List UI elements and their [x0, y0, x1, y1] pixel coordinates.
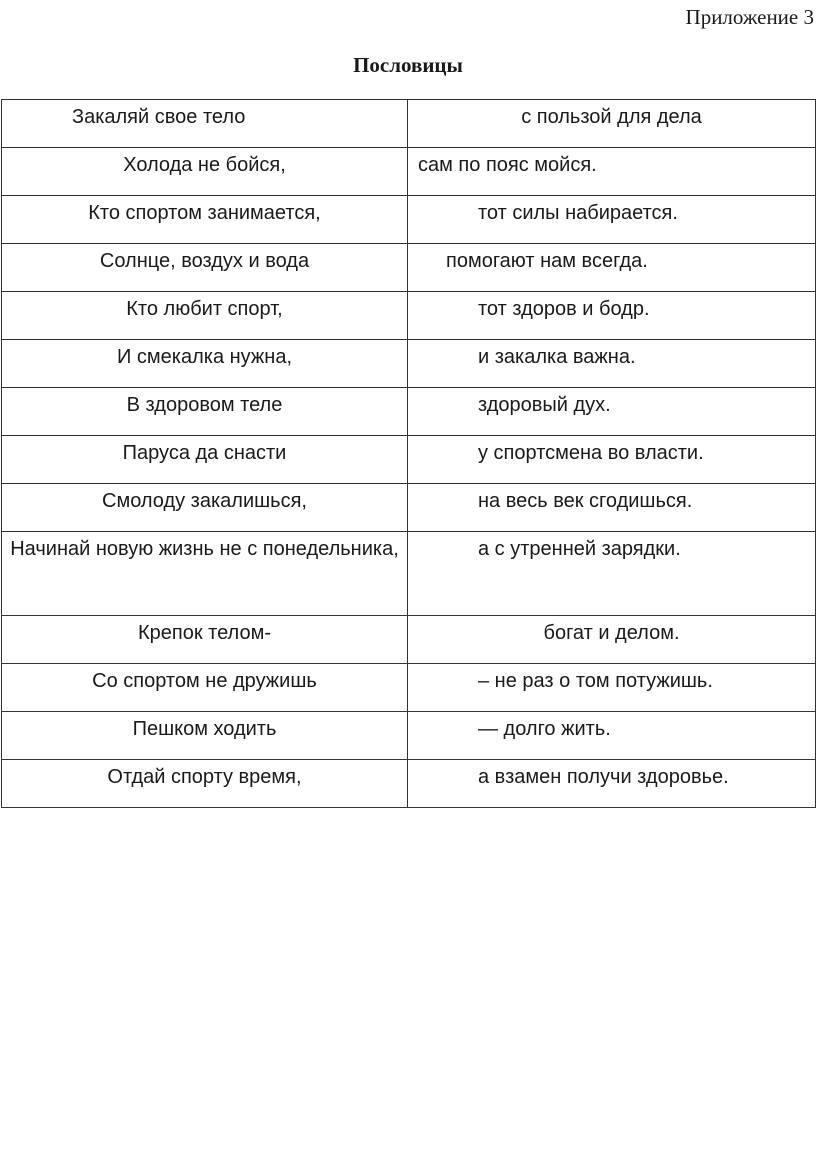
proverb-start: Солнце, воздух и вода	[2, 244, 408, 292]
table-row	[2, 148, 816, 196]
table-row	[2, 388, 816, 436]
proverb-start: Смолоду закалишься,	[2, 484, 408, 532]
proverb-start: Отдай спорту время,	[2, 760, 408, 808]
proverb-start: Кто любит спорт,	[2, 292, 408, 340]
page-title: Пословицы	[353, 53, 463, 77]
proverb-end: сам по пояс мойся.	[408, 148, 816, 196]
proverb-start: Закаляй свое тело	[2, 100, 408, 148]
proverb-end: тот силы набирается.	[408, 196, 816, 244]
proverb-end: здоровый дух.	[408, 388, 816, 436]
proverb-start: В здоровом теле	[2, 388, 408, 436]
proverb-start: Со спортом не дружишь	[2, 664, 408, 712]
proverb-end: — долго жить.	[408, 712, 816, 760]
table-row	[2, 100, 816, 148]
table-row	[2, 760, 816, 808]
table-row	[2, 196, 816, 244]
proverb-end: богат и делом.	[408, 616, 816, 664]
proverbs-table	[1, 99, 816, 808]
proverb-start: Паруса да снасти	[2, 436, 408, 484]
proverb-start: И смекалка нужна,	[2, 340, 408, 388]
proverb-start: Пешком ходить	[2, 712, 408, 760]
table-row	[2, 340, 816, 388]
proverb-end: с пользой для дела	[408, 100, 816, 148]
proverb-start: Кто спортом занимается,	[2, 196, 408, 244]
proverb-end: помогают нам всегда.	[408, 244, 816, 292]
proverb-end: а с утренней зарядки.	[408, 532, 816, 616]
table-row	[2, 484, 816, 532]
proverb-start: Крепок телом-	[2, 616, 408, 664]
proverb-start: Начинай новую жизнь не с понедельника,	[2, 532, 408, 616]
table-row	[2, 616, 816, 664]
proverb-end: – не раз о том потужишь.	[408, 664, 816, 712]
table-row	[2, 244, 816, 292]
proverb-end: а взамен получи здоровье.	[408, 760, 816, 808]
proverb-end: у спортсмена во власти.	[408, 436, 816, 484]
table-row	[2, 292, 816, 340]
proverb-start: Холода не бойся,	[2, 148, 408, 196]
proverb-end: на весь век сгодишься.	[408, 484, 816, 532]
table-row	[2, 712, 816, 760]
appendix-label: Приложение 3	[685, 5, 814, 29]
table-row	[2, 664, 816, 712]
proverb-end: тот здоров и бодр.	[408, 292, 816, 340]
table-row	[2, 436, 816, 484]
proverb-end: и закалка важна.	[408, 340, 816, 388]
table-row	[2, 532, 816, 616]
